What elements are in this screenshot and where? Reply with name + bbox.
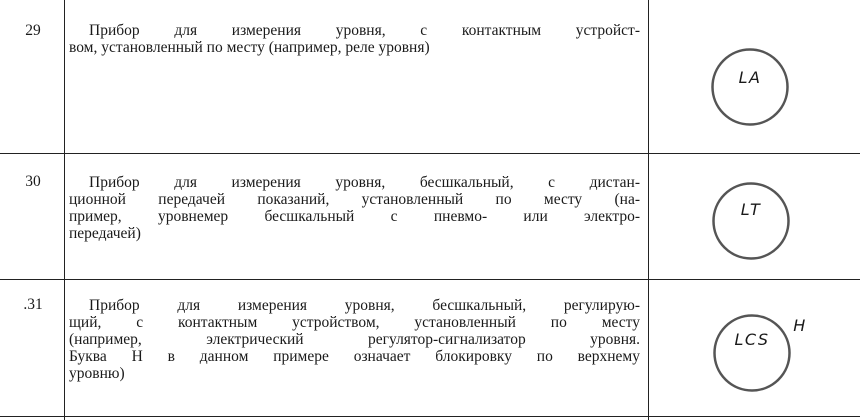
description-line: Прибор для измерения уровня, бесшкальный, с дистан- bbox=[89, 174, 640, 191]
description-line: передачей) bbox=[69, 225, 141, 242]
instrument-circle-icon bbox=[710, 307, 820, 397]
description-line: уровню) bbox=[69, 365, 125, 382]
description-line: щий, с контактным устройством, установленный по месту bbox=[69, 314, 640, 331]
symbol-label: LT bbox=[740, 200, 762, 219]
symbol-suffix-label: H bbox=[793, 316, 807, 335]
instrument-symbol bbox=[711, 181, 791, 261]
row-description bbox=[69, 22, 640, 56]
description-line: вом, установленный по месту (например, реле уровня) bbox=[69, 39, 430, 56]
column-divider-left bbox=[64, 0, 65, 420]
column-divider-right bbox=[648, 0, 649, 420]
instrument-circle-icon bbox=[711, 181, 791, 261]
symbol-label: LA bbox=[738, 68, 762, 87]
row-number: .31 bbox=[23, 296, 43, 313]
row-number: 29 bbox=[25, 22, 41, 39]
instrument-symbol bbox=[710, 47, 790, 127]
description-line: Буква H в данном примере означает блокировку по верхнему bbox=[69, 348, 640, 365]
description-line: пример, уровнемер бесшкальный с пневмо- или электро- bbox=[69, 208, 640, 225]
symbol-label: LCS bbox=[734, 330, 770, 349]
description-line: (например, электрический регулятор-сигнализатор уровня. bbox=[69, 331, 640, 348]
row-divider bbox=[0, 153, 860, 154]
table-bottom-border bbox=[0, 416, 860, 417]
description-line: Прибор для измерения уровня, бесшкальный, регулирую- bbox=[89, 297, 640, 314]
instrument-symbol bbox=[710, 307, 820, 397]
row-description bbox=[69, 297, 640, 382]
description-line: ционной передачей показаний, установленный по месту (на- bbox=[69, 191, 640, 208]
instrument-circle-icon bbox=[710, 47, 790, 127]
description-line: Прибор для измерения уровня, с контактным устройст- bbox=[89, 22, 640, 39]
row-number: 30 bbox=[25, 173, 41, 190]
row-divider bbox=[0, 279, 860, 280]
row-description bbox=[69, 174, 640, 242]
